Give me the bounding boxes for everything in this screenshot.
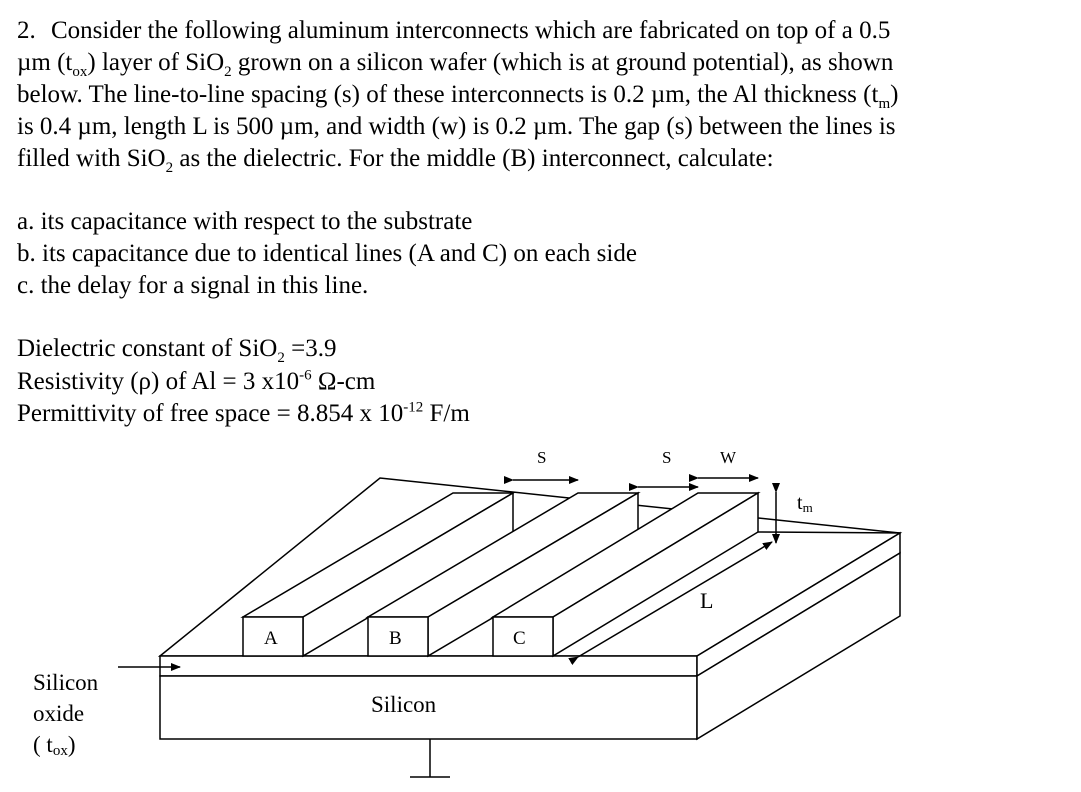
resistivity-unit: Ω-cm [311, 368, 376, 395]
oxide-front [160, 656, 697, 676]
problem-text-5b: as the dielectric. For the middle (B) interconnect, calculate: [173, 145, 774, 172]
label-s1: S [537, 448, 547, 467]
problem-text-4: is 0.4 µm, length L is 500 µm, and width (w) is 0.2 µm. The gap (s) between the lines is [17, 113, 896, 140]
tm-subscript: m [878, 96, 891, 112]
task-b: b. its capacitance due to identical lines (A and C) on each side [17, 240, 637, 267]
problem-text-1: Consider the following aluminum interconnects which are fabricated on top of a 0.5 [51, 17, 891, 44]
label-L: L [700, 588, 714, 613]
tox-subscript: ox [72, 64, 88, 80]
permittivity-unit: F/m [423, 400, 470, 427]
label-w: W [720, 448, 737, 467]
label-oxide-2: oxide [33, 701, 85, 726]
label-oxide-3-end: ) [67, 732, 76, 757]
oxide-back-edge [758, 532, 900, 533]
permittivity-text: Permittivity of free space = 8.854 x 10 [17, 400, 404, 427]
label-s2: S [662, 448, 672, 467]
sio2-subscript-2: 2 [165, 160, 174, 176]
label-oxide-1: Silicon [33, 670, 99, 695]
resistivity-text: Resistivity (ρ) of Al = 3 x10 [17, 368, 300, 395]
task-a: a. its capacitance with respect to the substrate [17, 208, 473, 235]
label-B: B [389, 628, 402, 649]
sio2-subscript: 2 [224, 64, 232, 80]
problem-number: 2. [17, 17, 36, 44]
task-c: c. the delay for a signal in this line. [17, 272, 369, 299]
label-A: A [264, 628, 278, 649]
resistivity-exponent: -6 [299, 367, 312, 384]
label-oxide-3-sub: ox [52, 743, 68, 759]
label-oxide-3 [33, 732, 75, 759]
problem-text-2a: µm (t [17, 49, 73, 76]
problem-text-5a: filled with SiO [17, 145, 166, 172]
problem-text-3-end: ) [890, 81, 899, 108]
label-C: C [513, 628, 526, 649]
dielectric-value: =3.9 [284, 335, 337, 362]
label-tm-sub: m [802, 500, 813, 515]
dielectric-sub: 2 [277, 350, 285, 366]
label-silicon: Silicon [371, 692, 437, 717]
label-tm-t: t [797, 492, 803, 514]
problem-text-2b: ) layer of SiO [87, 49, 225, 76]
label-tm [797, 492, 813, 515]
label-oxide-3-t: ( t [33, 732, 53, 757]
dielectric-text: Dielectric constant of SiO [17, 335, 278, 362]
permittivity-exponent: -12 [403, 399, 424, 416]
problem-text-2c: grown on a silicon wafer (which is at ground potential), as shown [231, 49, 894, 76]
problem-text-3: below. The line-to-line spacing (s) of these interconnects is 0.2 µm, the Al thickness (t [17, 81, 879, 108]
